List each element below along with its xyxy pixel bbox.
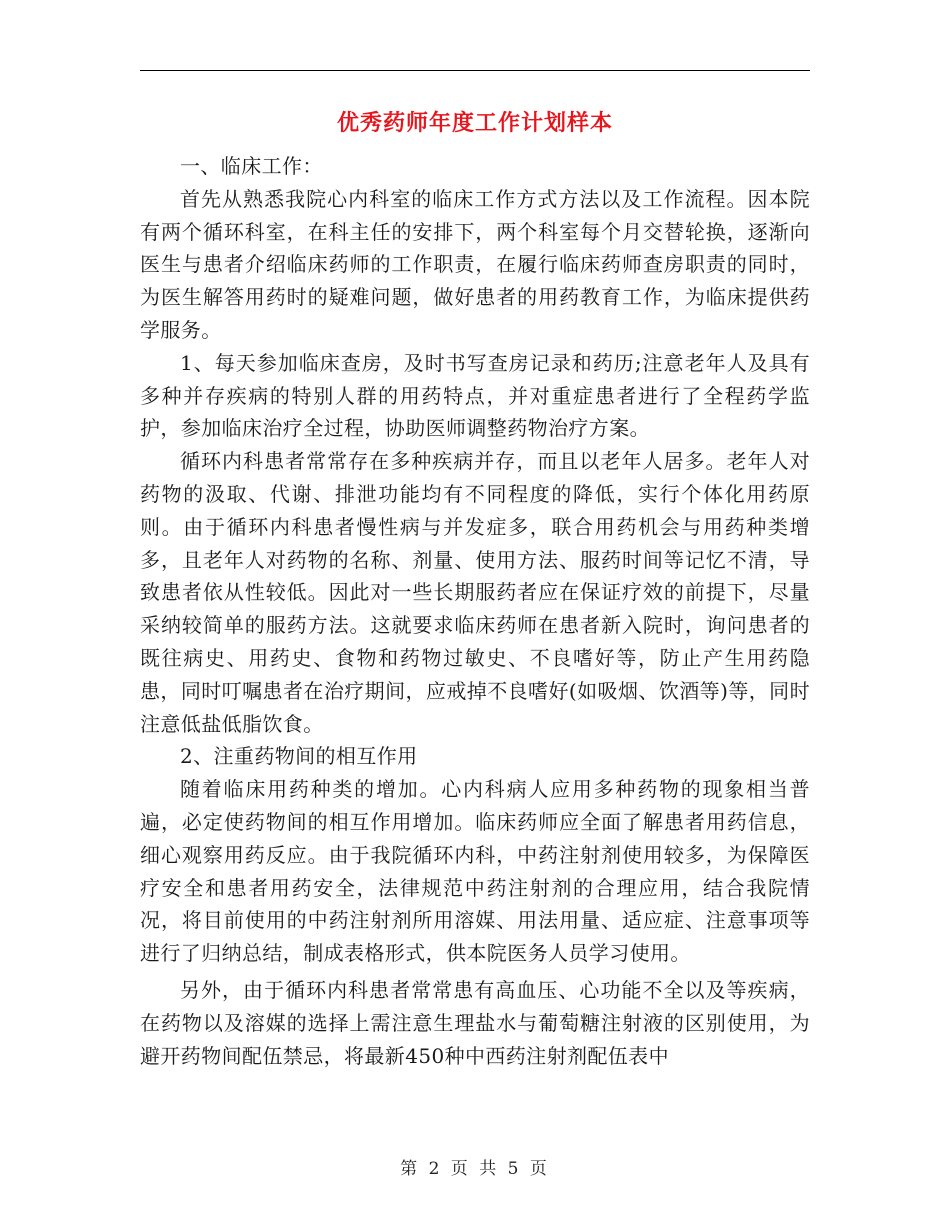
paragraph-intro: 首先从熟悉我院心内科室的临床工作方式方法以及工作流程。因本院有两个循环科室，在科主任的安排下，两个科室每个月交替轮换，逐渐向医生与患者介绍临床药师的工作职责，在履行临床药师查房职责的同时，为医生解答用药时的疑难问题，做好患者的用药教育工作，为临床提供药学服务。 (140, 186, 810, 342)
section-heading-clinical-work: 一、临床工作： (180, 154, 323, 178)
paragraph-elderly-patients: 循环内科患者常常存在多种疾病并存，而且以老年人居多。老年人对药物的汲取、代谢、排泄功能均有不同程度的降低，实行个体化用药原则。由于循环内科患者慢性病与并发症多，联合用药机会与用药种类增多，且老年人对药物的名称、剂量、使用方法、服药时间等记忆不清，导致患者依从性较低。因此对一些长期服药者应在保证疗效的前提下，尽量采纳较简单的服药方法。这就要求临床药师在患者新入院时，询问患者的既往病史、用药史、食物和药物过敏史、不良嗜好等，防止产生用药隐患，同时叮嘱患者在治疗期间，应戒掉不良嗜好(如吸烟、饮酒等)等，同时注意低盐低脂饮食。 (140, 449, 810, 736)
paragraph-drug-interactions: 随着临床用药种类的增加。心内科病人应用多种药物的现象相当普遍，必定使药物间的相互作用增加。临床药师应全面了解患者用药信息，细心观察用药反应。由于我院循环内科，中药注射剂使用较多，为保障医疗安全和患者用药安全，法律规范中药注射剂的合理应用，结合我院情况，将目前使用的中药注射剂所用溶媒、用法用量、适应症、注意事项等进行了归纳总结，制成表格形式，供本院医务人员学习使用。 (140, 777, 810, 966)
page-number-footer: 第 2 页 共 5 页 (400, 1159, 550, 1179)
header-rule (140, 70, 810, 71)
document-title: 优秀药师年度工作计划样本 (336, 110, 613, 136)
document-body (140, 150, 810, 1072)
paragraph-item-1: 1、每天参加临床查房，及时书写查房记录和药历;注意老年人及具有多种并存疾病的特别人群的用药特点，并对重症患者进行了全程药学监护，参加临床治疗全过程，协助医师调整药物治疗方案。 (140, 350, 810, 441)
paragraph-additionally: 另外，由于循环内科患者常常患有高血压、心功能不全以及等疾病，在药物以及溶媒的选择上需注意生理盐水与葡萄糖注射液的区别使用，为避开药物间配伍禁忌，将最新450种中西药注射剂配伍表中 (140, 977, 810, 1068)
subheading-drug-interactions: 2、注重药物间的相互作用 (180, 744, 418, 769)
